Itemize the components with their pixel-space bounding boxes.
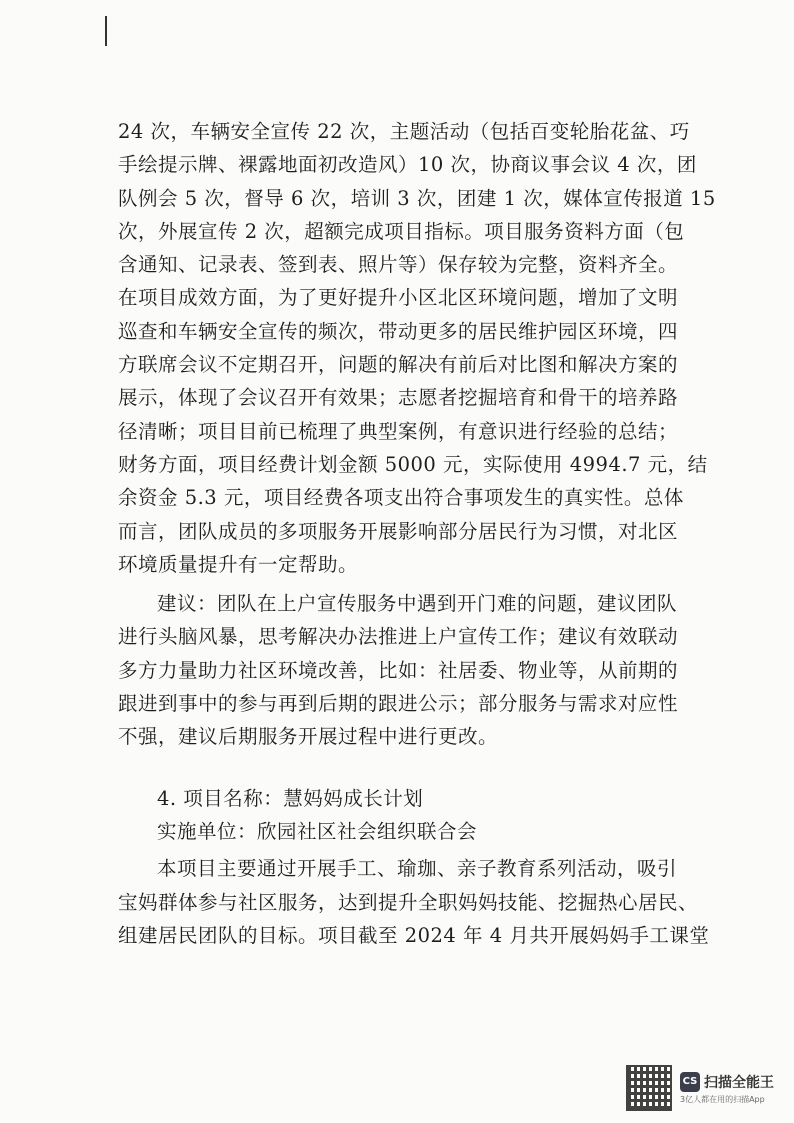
app-tagline: 3亿人都在用的扫描App — [680, 1094, 765, 1104]
text-line: 进行头脑风暴，思考解决办法推进上户宣传工作；建议有效联动 — [118, 625, 679, 649]
text-line: 不强，建议后期服务开展过程中进行更改。 — [118, 725, 499, 749]
text-line: 队例会 5 次，督导 6 次，培训 3 次，团建 1 次，媒体宣传报道 15 — [118, 186, 716, 210]
brand-block — [680, 1072, 774, 1105]
text-line: 而言，团队成员的多项服务开展影响部分居民行为习惯，对北区 — [118, 519, 679, 543]
text-line: 余资金 5.3 元，项目经费各项支出符合事项发生的真实性。总体 — [118, 486, 684, 510]
text-line: 次，外展宣传 2 次，超额完成项目指标。项目服务资料方面（包 — [118, 219, 685, 243]
text-line: 宝妈群体参与社区服务，达到提升全职妈妈技能、挖掘热心居民、 — [118, 890, 699, 914]
text-line: 建议：团队在上户宣传服务中遇到开门难的问题，建议团队 — [157, 592, 678, 616]
paragraph-2 — [118, 587, 698, 753]
text-line: 财务方面，项目经费计划金额 5000 元，实际使用 4994.7 元，结 — [118, 452, 708, 476]
text-line: 跟进到事中的参与再到后期的跟进公示；部分服务与需求对应性 — [118, 692, 679, 716]
text-line: 多方力量助力社区环境改善，比如：社居委、物业等，从前期的 — [118, 658, 679, 682]
app-name: 扫描全能王 — [704, 1074, 774, 1091]
text-line: 手绘提示牌、裸露地面初改造风）10 次，协商议事会议 4 次，团 — [118, 153, 697, 177]
text-line: 含通知、记录表、签到表、照片等）保存较为完整，资料齐全。 — [118, 253, 679, 277]
text-line: 24 次，车辆安全宣传 22 次，主题活动（包括百变轮胎花盆、巧 — [118, 120, 690, 143]
camscanner-logo-icon: CS — [680, 1072, 700, 1092]
qr-code-icon — [626, 1065, 672, 1111]
text-line: 径清晰；项目目前已梳理了典型案例，有意识进行经验的总结； — [118, 419, 679, 443]
paragraph-1 — [118, 115, 716, 581]
text-line: 在项目成效方面，为了更好提升小区北区环境问题，增加了文明 — [118, 286, 679, 310]
document-page — [118, 115, 716, 952]
scanner-watermark — [626, 1065, 774, 1111]
text-line: 本项目主要通过开展手工、瑜珈、亲子教育系列活动，吸引 — [157, 857, 678, 881]
project-name-heading: 4. 项目名称：慧妈妈成长计划 — [157, 786, 424, 810]
margin-mark — [105, 16, 107, 46]
text-line: 展示，体现了会议召开有效果；志愿者挖掘培育和骨干的培养路 — [118, 386, 679, 410]
implementing-unit: 实施单位：欣园社区社会组织联合会 — [157, 819, 478, 843]
text-line: 方联席会议不定期召开，问题的解决有前后对比图和解决方案的 — [118, 353, 679, 377]
text-line: 环境质量提升有一定帮助。 — [118, 552, 359, 576]
paragraph-3 — [118, 852, 710, 952]
text-line: 巡查和车辆安全宣传的频次，带动更多的居民维护园区环境，四 — [118, 319, 679, 343]
text-line: 组建居民团队的目标。项目截至 2024 年 4 月共开展妈妈手工课堂 — [118, 923, 710, 947]
